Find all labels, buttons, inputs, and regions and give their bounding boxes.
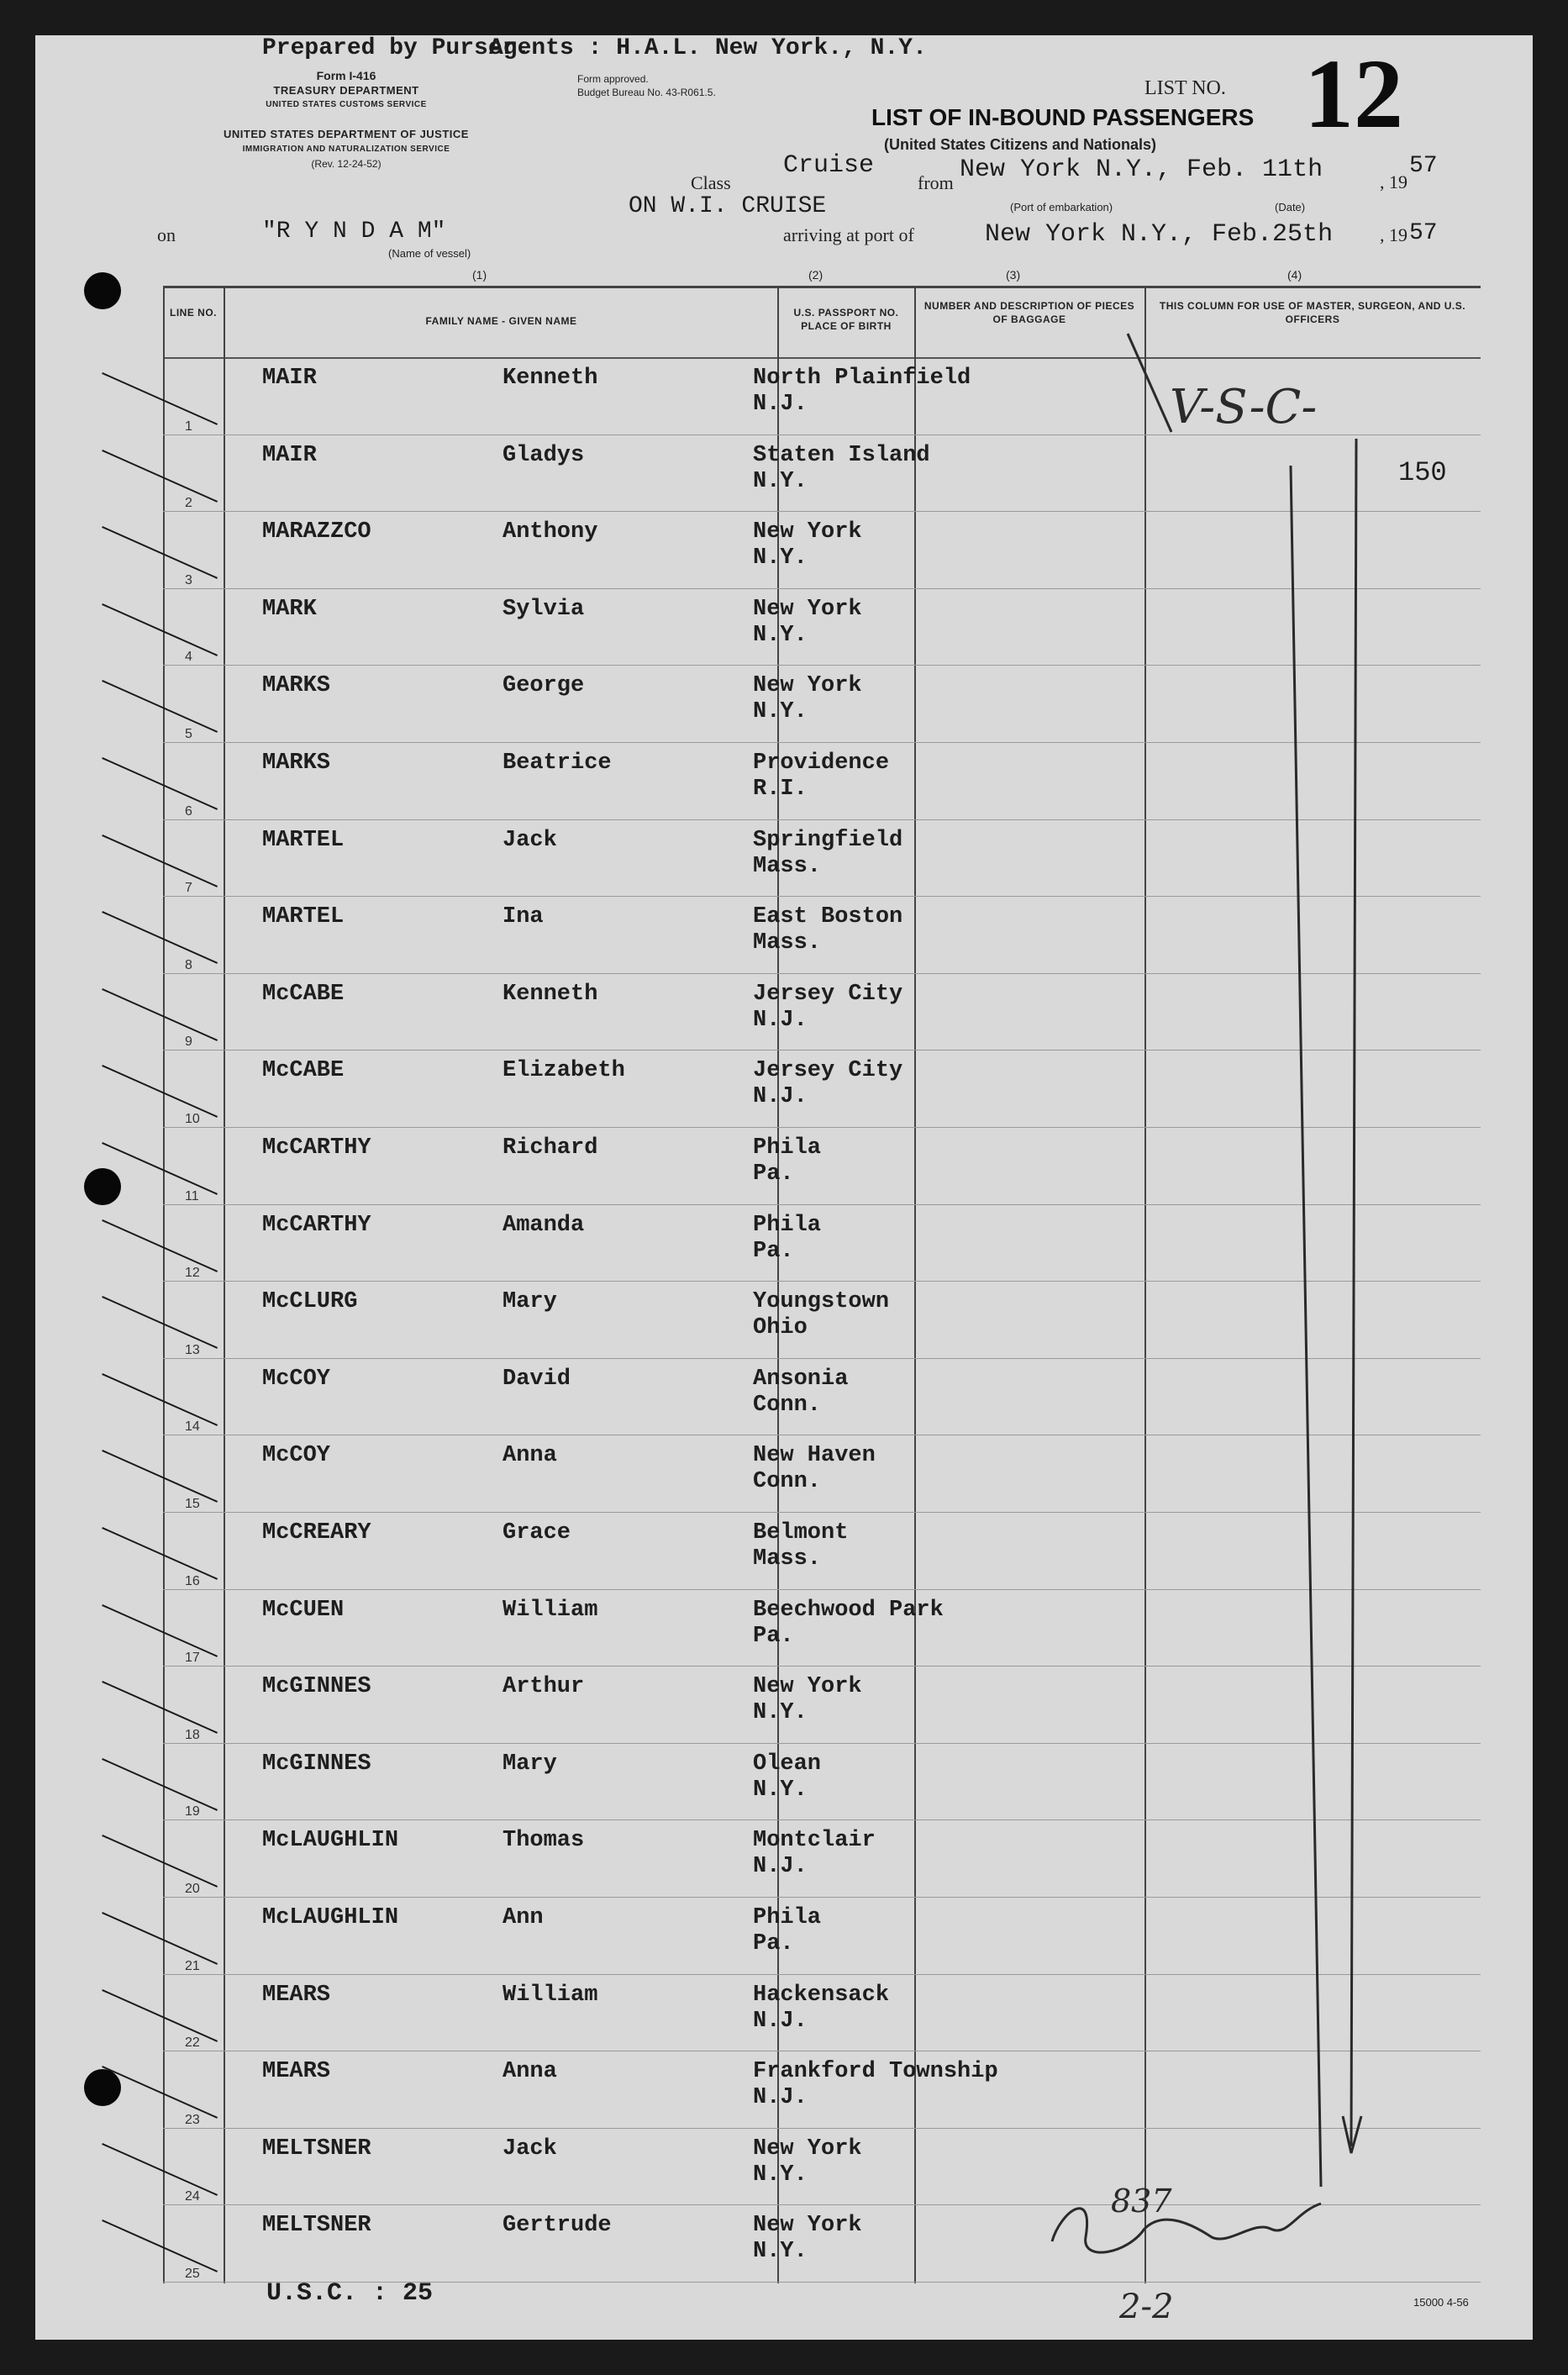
family-name: MELTSNER (262, 2213, 371, 2239)
given-name: Mary (502, 1751, 557, 1777)
family-name: McCLURG (262, 1289, 358, 1315)
family-name: McCOY (262, 1443, 331, 1469)
list-title: LIST OF IN-BOUND PASSENGERS (871, 104, 1255, 130)
birthplace-city: Springfield (753, 827, 903, 853)
header-baggage: NUMBER AND DESCRIPTION OF PIECES OF BAGGAGE (923, 300, 1135, 325)
vessel-label: (Name of vessel) (388, 247, 471, 260)
birthplace-state: Pa. (753, 1931, 794, 1956)
header-name: FAMILY NAME - GIVEN NAME (425, 315, 577, 327)
birthplace-city: Providence (753, 750, 890, 776)
treasury-department: TREASURY DEPARTMENT (273, 84, 419, 97)
family-name: MARKS (262, 673, 331, 699)
prepared-by: Prepared by Purser. (262, 35, 531, 61)
given-name: William (502, 1982, 598, 2008)
birthplace-state: N.J. (753, 1854, 808, 1880)
birthplace-city: New York (753, 519, 862, 545)
footer-usc-count: U.S.C. : 25 (266, 2279, 434, 2308)
arriving-label: arriving at port of (783, 224, 914, 245)
line-number: 11 (185, 1188, 199, 1203)
row-divider (163, 1050, 1481, 1051)
line-number: 9 (185, 1035, 192, 1050)
birthplace-city: Jersey City (753, 1058, 903, 1084)
family-name: MARTEL (262, 827, 345, 853)
birthplace-state: Mass. (753, 930, 822, 956)
justice-department: UNITED STATES DEPARTMENT OF JUSTICE (224, 128, 469, 140)
row-divider (163, 1358, 1481, 1359)
birthplace-state: N.Y. (753, 699, 808, 725)
birthplace-city: Frankford Township (753, 2059, 998, 2085)
family-name: McCARTHY (262, 1212, 371, 1238)
birthplace-city: New York (753, 1674, 862, 1700)
list-number: 12 (1304, 39, 1403, 149)
arrival-port-date: New York N.Y., Feb.25th (985, 220, 1334, 249)
row-divider (163, 1281, 1481, 1282)
family-name: McCABE (262, 981, 345, 1007)
revision-date: (Rev. 12-24-52) (311, 158, 381, 170)
manifest-sheet (35, 35, 1533, 2340)
form-code: 15000 4-56 (1413, 2296, 1469, 2309)
row-divider (163, 1204, 1481, 1205)
row-divider (163, 1974, 1481, 1975)
row-divider (163, 1897, 1481, 1898)
row-divider (163, 2204, 1481, 2205)
budget-bureau: Budget Bureau No. 43-R061.5. (577, 87, 716, 98)
row-divider (163, 1127, 1481, 1128)
line-number: 23 (185, 2112, 200, 2127)
row-divider (163, 665, 1481, 666)
birthplace-state: N.J. (753, 2008, 808, 2034)
year-arrival: 57 (1409, 220, 1438, 246)
given-name: William (502, 1597, 598, 1623)
birthplace-city: Phila (753, 1135, 822, 1161)
family-name: McGINNES (262, 1751, 371, 1777)
class-label: Class (691, 172, 731, 193)
embark-port-date: New York N.Y., Feb. 11th (960, 155, 1323, 184)
given-name: Ann (502, 1905, 544, 1930)
family-name: MAIR (262, 442, 317, 468)
line-number: 12 (185, 1266, 200, 1281)
row-divider (163, 1743, 1481, 1744)
birthplace-state: N.Y. (753, 1700, 808, 1726)
line-number: 14 (185, 1419, 200, 1435)
birthplace-city: Phila (753, 1212, 822, 1238)
signature-date: 2-2 (1119, 2288, 1174, 2326)
given-name: Gladys (502, 442, 585, 468)
line-number: 5 (185, 727, 192, 741)
line-number: 2 (185, 496, 192, 511)
given-name: Elizabeth (502, 1058, 625, 1084)
birthplace-state: N.J. (753, 392, 808, 417)
year-from: 57 (1409, 153, 1438, 179)
port-label: (Port of embarkation) (1010, 201, 1113, 213)
given-name: Anna (502, 1443, 557, 1469)
birthplace-city: Montclair (753, 1828, 876, 1854)
customs-service: UNITED STATES CUSTOMS SERVICE (266, 100, 427, 109)
line-number: 8 (185, 957, 192, 972)
line-number: 3 (185, 572, 192, 587)
given-name: Kenneth (502, 981, 598, 1007)
line-number: 6 (185, 803, 192, 819)
row-divider (163, 1819, 1481, 1820)
line-number: 19 (185, 1804, 200, 1819)
family-name: MEARS (262, 2059, 331, 2085)
line-number: 7 (185, 881, 192, 896)
family-name: MARTEL (262, 904, 345, 930)
line-number: 21 (185, 1958, 200, 1973)
column-number-2: (2) (808, 268, 823, 282)
on-label: on (157, 224, 176, 245)
line-number: 20 (185, 1882, 200, 1896)
birthplace-city: Jersey City (753, 981, 903, 1007)
birthplace-state: N.Y. (753, 2162, 808, 2188)
line-number: 4 (185, 650, 192, 665)
vessel-name: "R Y N D A M" (262, 219, 446, 245)
family-name: McCREARY (262, 1520, 371, 1546)
birthplace-state: Pa. (753, 1238, 794, 1264)
list-subtitle: (United States Citizens and Nationals) (884, 136, 1157, 153)
birthplace-city: New York (753, 2213, 862, 2239)
family-name: MAIR (262, 366, 317, 391)
birthplace-state: N.Y. (753, 468, 808, 494)
birthplace-state: N.J. (753, 2085, 808, 2111)
row-divider (163, 511, 1481, 512)
line-number: 10 (185, 1112, 200, 1126)
birthplace-state: Pa. (753, 1623, 794, 1649)
signature-number: 837 (1111, 2183, 1172, 2220)
row-divider (163, 1512, 1481, 1513)
header-line-no: LINE NO. (169, 307, 217, 319)
family-name: McCUEN (262, 1597, 345, 1623)
list-no-label: LIST NO. (1144, 77, 1226, 99)
birthplace-state: Conn. (753, 1469, 822, 1495)
birthplace-state: Mass. (753, 853, 822, 879)
line-number: 1 (185, 419, 192, 434)
birthplace-state: N.Y. (753, 1777, 808, 1803)
from-label: from (918, 172, 954, 193)
row-divider (163, 819, 1481, 820)
birthplace-city: Staten Island (753, 442, 930, 468)
birthplace-city: Youngstown (753, 1289, 890, 1315)
line-number: 13 (185, 1342, 200, 1357)
birthplace-city: Belmont (753, 1520, 849, 1546)
row-divider (163, 896, 1481, 897)
binder-hole-top (84, 272, 121, 309)
given-name: Gertrude (502, 2213, 612, 2239)
birthplace-state: N.Y. (753, 545, 808, 571)
birthplace-state: R.I. (753, 777, 808, 802)
date-label: (Date) (1275, 201, 1306, 213)
birthplace-city: East Boston (753, 904, 903, 930)
line-number: 15 (185, 1497, 200, 1511)
given-name: George (502, 673, 585, 699)
row-divider (163, 1666, 1481, 1667)
line-number: 16 (185, 1573, 200, 1588)
binder-hole-middle (84, 1168, 121, 1205)
birthplace-state: Ohio (753, 1315, 808, 1341)
birthplace-city: New York (753, 2135, 862, 2162)
family-name: MARK (262, 596, 317, 622)
row-divider (163, 2128, 1481, 2129)
family-name: MEARS (262, 1982, 331, 2008)
given-name: David (502, 1366, 571, 1392)
row-divider (163, 1589, 1481, 1590)
birthplace-state: N.Y. (753, 622, 808, 648)
family-name: McCABE (262, 1058, 345, 1084)
birthplace-state: N.J. (753, 1007, 808, 1033)
birthplace-city: Olean (753, 1751, 822, 1777)
birthplace-state: N.J. (753, 1084, 808, 1110)
family-name: MARKS (262, 750, 331, 776)
family-name: MARAZZCO (262, 519, 371, 545)
given-name: Grace (502, 1520, 571, 1546)
given-name: Jack (502, 2135, 557, 2162)
given-name: Amanda (502, 1212, 585, 1238)
family-name: MELTSNER (262, 2135, 371, 2162)
form-number: Form I-416 (316, 69, 376, 82)
line-number: 24 (185, 2189, 200, 2204)
row-divider (163, 973, 1481, 974)
family-name: McLAUGHLIN (262, 1828, 399, 1854)
family-name: McCOY (262, 1366, 331, 1392)
binder-hole-bottom (84, 2069, 121, 2106)
birthplace-city: New York (753, 673, 862, 699)
given-name: Anna (502, 2059, 557, 2085)
row-divider (163, 742, 1481, 743)
class-value: Cruise (783, 151, 875, 180)
year-prefix-arrival: , 19 (1380, 224, 1408, 245)
given-name: Jack (502, 827, 557, 853)
usc-handwritten-mark: V-S-C- (1170, 380, 1318, 434)
given-name: Sylvia (502, 596, 585, 622)
given-name: Mary (502, 1289, 557, 1315)
given-name: Kenneth (502, 366, 598, 391)
given-name: Richard (502, 1135, 598, 1161)
line-number: 18 (185, 1727, 200, 1742)
birthplace-state: Mass. (753, 1546, 822, 1572)
cruise-note: ON W.I. CRUISE (629, 193, 827, 219)
birthplace-city: Ansonia (753, 1366, 849, 1392)
given-name: Thomas (502, 1828, 585, 1854)
column-number-3: (3) (1006, 268, 1021, 282)
given-name: Beatrice (502, 750, 612, 776)
line-number: 17 (185, 1651, 200, 1666)
birthplace-city: Hackensack (753, 1982, 890, 2008)
birthplace-state: N.Y. (753, 2239, 808, 2265)
given-name: Anthony (502, 519, 598, 545)
column-number-4: (4) (1287, 268, 1302, 282)
given-name: Arthur (502, 1674, 585, 1700)
birthplace-city: New York (753, 596, 862, 622)
immigration-service: IMMIGRATION AND NATURALIZATION SERVICE (242, 145, 450, 154)
line-number: 25 (185, 2267, 200, 2281)
row-divider (163, 588, 1481, 589)
given-name: Ina (502, 904, 544, 930)
header-passport: U.S. PASSPORT NO. PLACE OF BIRTH (793, 307, 899, 332)
header-officers: THIS COLUMN FOR USE OF MASTER, SURGEON, AND U.S. OFFICERS (1159, 300, 1466, 325)
family-name: McGINNES (262, 1674, 371, 1700)
birthplace-city: Phila (753, 1905, 822, 1930)
column-number-1: (1) (472, 268, 487, 282)
birthplace-state: Conn. (753, 1392, 822, 1418)
family-name: McLAUGHLIN (262, 1905, 399, 1930)
agents-line: Agents : H.A.L. New York., N.Y. (489, 35, 927, 61)
birthplace-city: North Plainfield (753, 366, 971, 391)
family-name: McCARTHY (262, 1135, 371, 1161)
birthplace-city: New Haven (753, 1443, 876, 1469)
birthplace-city: Beechwood Park (753, 1597, 944, 1623)
form-approved: Form approved. (577, 73, 649, 85)
birthplace-state: Pa. (753, 1161, 794, 1187)
line-number: 22 (185, 2035, 200, 2051)
year-prefix-from: , 19 (1380, 171, 1408, 192)
passenger-count-150: 150 (1398, 457, 1447, 488)
